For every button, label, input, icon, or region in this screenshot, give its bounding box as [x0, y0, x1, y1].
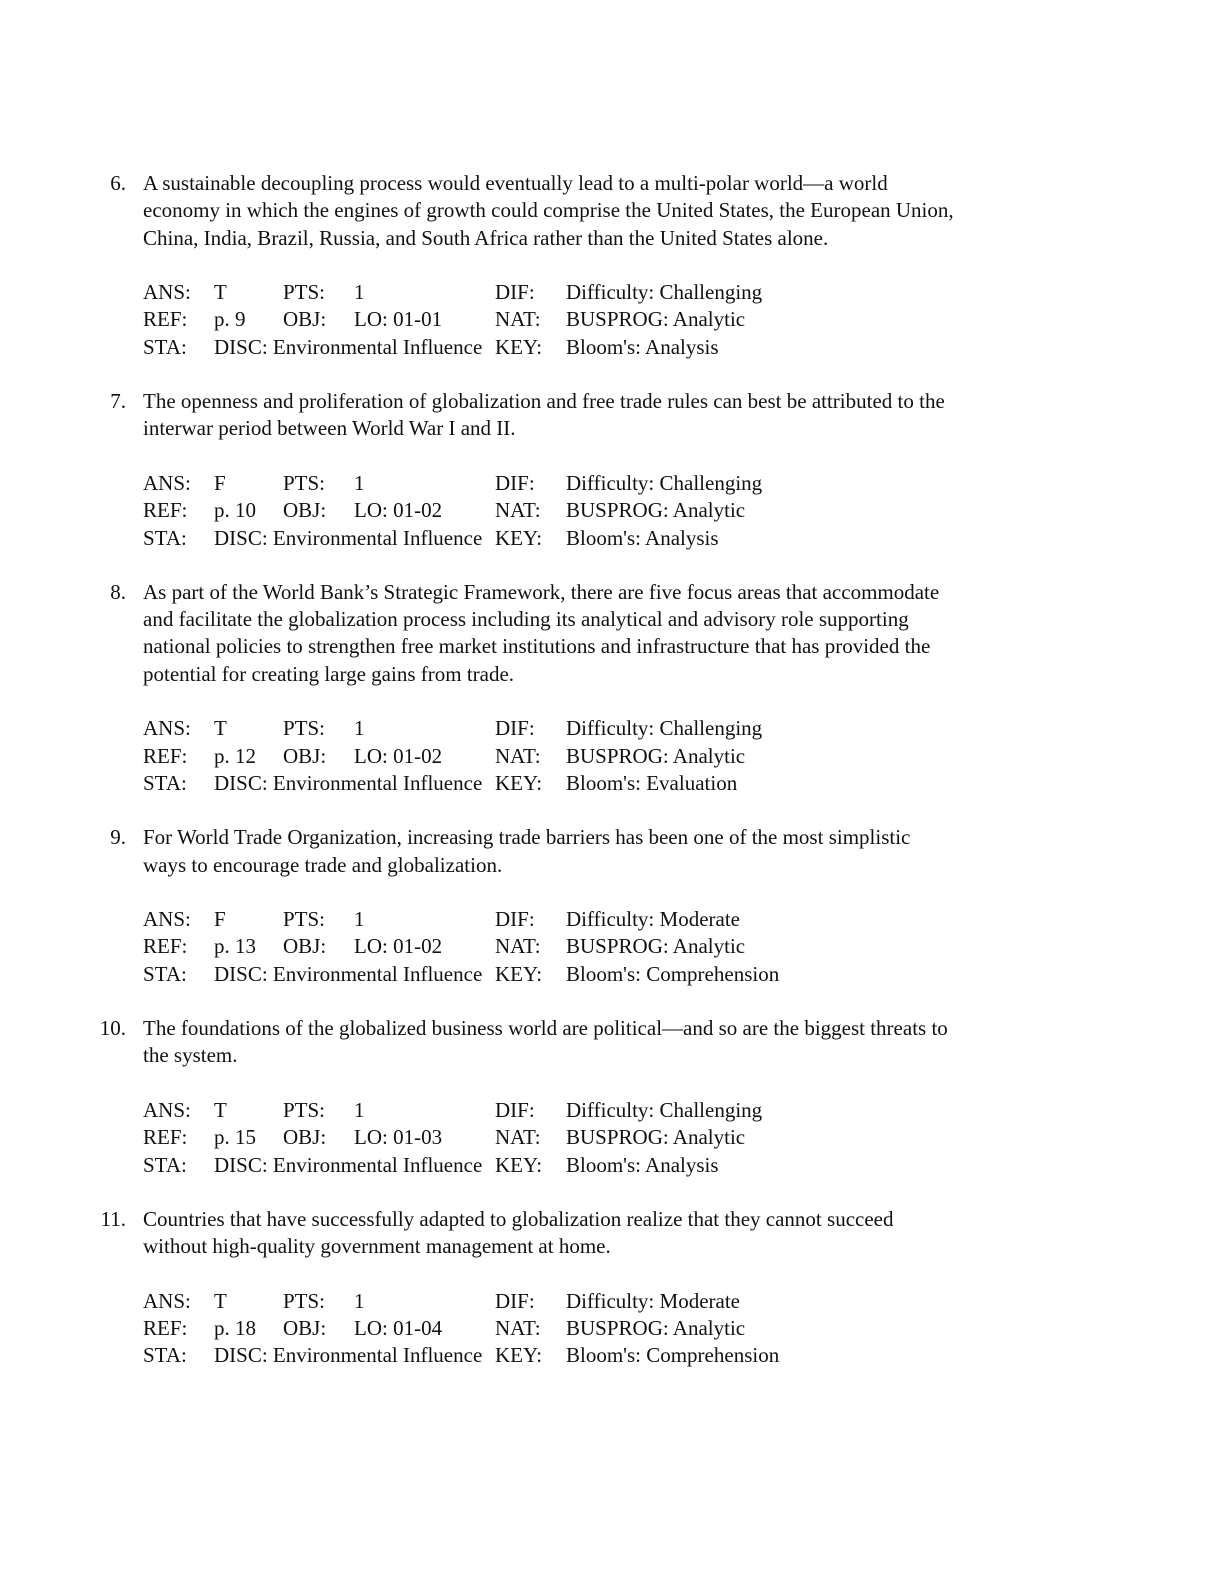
metadata-field-ans — [143, 470, 283, 497]
metadata-field-ans — [143, 715, 283, 742]
metadata-label: NAT: — [495, 1125, 541, 1150]
question-metadata — [143, 470, 1224, 552]
question-number: 7. — [110, 389, 126, 414]
metadata-label: KEY: — [495, 1152, 543, 1177]
metadata-value: DISC: Environmental Influence — [214, 525, 483, 550]
metadata-value: T — [214, 1097, 227, 1122]
metadata-value: T — [214, 1288, 227, 1313]
metadata-value: 1 — [354, 907, 365, 932]
metadata-value: BUSPROG: Analytic — [566, 498, 746, 523]
metadata-value: T — [214, 280, 227, 305]
metadata-label: NAT: — [495, 934, 541, 959]
metadata-label: STA: — [143, 1343, 187, 1368]
metadata-value: DISC: Environmental Influence — [214, 770, 483, 795]
metadata-field-sta — [143, 1152, 495, 1179]
metadata-label: OBJ: — [283, 743, 327, 768]
metadata-value: p. 10 — [214, 498, 256, 523]
metadata-value: LO: 01-03 — [354, 1125, 443, 1150]
question-text-line: China, India, Brazil, Russia, and South Africa rather than the United States alone. — [143, 225, 829, 250]
metadata-value: p. 13 — [214, 934, 256, 959]
question-text-line: the system. — [143, 1043, 238, 1068]
metadata-value: Bloom's: Analysis — [566, 334, 719, 359]
question-text-line: ways to encourage trade and globalization. — [143, 852, 503, 877]
question-text-line: The openness and proliferation of globalization and free trade rules can best be attributed to the — [143, 389, 945, 414]
question-text — [143, 388, 1224, 443]
metadata-row — [143, 1097, 1224, 1124]
metadata-label: REF: — [143, 307, 188, 332]
metadata-value: 1 — [354, 470, 365, 495]
metadata-label: ANS: — [143, 1288, 191, 1313]
metadata-label: KEY: — [495, 961, 543, 986]
metadata-label: PTS: — [283, 1097, 326, 1122]
metadata-label: PTS: — [283, 716, 326, 741]
question-text-line: The foundations of the globalized business world are political—and so are the biggest threats to — [143, 1016, 948, 1041]
metadata-value: F — [214, 470, 226, 495]
metadata-value: Bloom's: Analysis — [566, 525, 719, 550]
metadata-value: BUSPROG: Analytic — [566, 1315, 746, 1340]
metadata-value: 1 — [354, 280, 365, 305]
metadata-row — [143, 770, 1224, 797]
metadata-label: OBJ: — [283, 1125, 327, 1150]
question-list — [0, 170, 1224, 1397]
metadata-value: Difficulty: Challenging — [566, 716, 763, 741]
metadata-field-pts — [283, 279, 495, 306]
metadata-value: DISC: Environmental Influence — [214, 334, 483, 359]
metadata-field-ans — [143, 1097, 283, 1124]
question-number: 6. — [110, 171, 126, 195]
metadata-field-key — [495, 1152, 719, 1179]
metadata-label: DIF: — [495, 1288, 535, 1313]
question-text-line: and facilitate the globalization process including its analytical and advisory role supporting — [143, 607, 909, 632]
question-metadata — [143, 1097, 1224, 1179]
metadata-field-ref — [143, 743, 283, 770]
question-text-line: A sustainable decoupling process would eventually lead to a multi-polar world—a world — [143, 171, 888, 195]
metadata-value: Difficulty: Moderate — [566, 907, 740, 932]
metadata-value: 1 — [354, 1288, 365, 1313]
metadata-field-sta — [143, 334, 495, 361]
metadata-value: BUSPROG: Analytic — [566, 1125, 746, 1150]
metadata-value: Difficulty: Challenging — [566, 1097, 763, 1122]
metadata-label: PTS: — [283, 280, 326, 305]
question-text — [143, 1206, 1224, 1261]
metadata-field-nat — [495, 1315, 745, 1342]
question-text-line: For World Trade Organization, increasing trade barriers has been one of the most simplistic — [143, 825, 911, 850]
metadata-value: LO: 01-02 — [354, 743, 443, 768]
metadata-value: Difficulty: Challenging — [566, 280, 763, 305]
metadata-field-obj — [283, 743, 495, 770]
metadata-field-key — [495, 525, 719, 552]
metadata-label: REF: — [143, 743, 188, 768]
metadata-value: Difficulty: Challenging — [566, 470, 763, 495]
metadata-label: NAT: — [495, 307, 541, 332]
question-text-line: Countries that have successfully adapted to globalization realize that they cannot succeed — [143, 1206, 894, 1231]
metadata-value: LO: 01-02 — [354, 934, 443, 959]
metadata-label: DIF: — [495, 1097, 535, 1122]
metadata-field-sta — [143, 770, 495, 797]
metadata-field-obj — [283, 497, 495, 524]
metadata-field-dif — [495, 1288, 740, 1315]
metadata-label: OBJ: — [283, 1315, 327, 1340]
metadata-field-obj — [283, 1315, 495, 1342]
metadata-label: ANS: — [143, 716, 191, 741]
metadata-value: LO: 01-01 — [354, 307, 443, 332]
metadata-value: Bloom's: Evaluation — [566, 770, 738, 795]
question-text-line: national policies to strengthen free market institutions and infrastructure that has provided the — [143, 634, 931, 659]
metadata-label: PTS: — [283, 1288, 326, 1313]
question-text — [143, 579, 1224, 688]
question-item — [0, 388, 1224, 552]
metadata-field-obj — [283, 1124, 495, 1151]
metadata-value: p. 12 — [214, 743, 256, 768]
metadata-label: REF: — [143, 1125, 188, 1150]
metadata-label: STA: — [143, 525, 187, 550]
question-text-line: interwar period between World War I and II. — [143, 416, 516, 441]
question-item — [0, 824, 1224, 988]
metadata-field-ans — [143, 279, 283, 306]
metadata-label: KEY: — [495, 525, 543, 550]
metadata-field-nat — [495, 306, 745, 333]
question-metadata — [143, 1288, 1224, 1370]
metadata-label: NAT: — [495, 498, 541, 523]
metadata-field-key — [495, 770, 737, 797]
metadata-value: Difficulty: Moderate — [566, 1288, 740, 1313]
question-metadata — [143, 715, 1224, 797]
metadata-value: BUSPROG: Analytic — [566, 743, 746, 768]
question-item — [0, 579, 1224, 797]
metadata-row — [143, 1288, 1224, 1315]
metadata-label: ANS: — [143, 907, 191, 932]
metadata-field-sta — [143, 961, 495, 988]
metadata-label: REF: — [143, 498, 188, 523]
metadata-value: LO: 01-04 — [354, 1315, 443, 1340]
metadata-label: DIF: — [495, 470, 535, 495]
metadata-field-pts — [283, 906, 495, 933]
metadata-label: PTS: — [283, 907, 326, 932]
metadata-value: Bloom's: Comprehension — [566, 961, 780, 986]
metadata-field-obj — [283, 306, 495, 333]
metadata-label: STA: — [143, 961, 187, 986]
metadata-row — [143, 1124, 1224, 1151]
metadata-field-dif — [495, 906, 740, 933]
question-number: 11. — [100, 1206, 126, 1231]
metadata-value: F — [214, 907, 226, 932]
metadata-field-dif — [495, 279, 762, 306]
metadata-row — [143, 961, 1224, 988]
metadata-label: OBJ: — [283, 307, 327, 332]
question-text-line: potential for creating large gains from trade. — [143, 661, 515, 686]
metadata-label: REF: — [143, 1315, 188, 1340]
question-text — [143, 824, 1224, 879]
metadata-label: PTS: — [283, 470, 326, 495]
metadata-field-pts — [283, 1097, 495, 1124]
metadata-value: 1 — [354, 716, 365, 741]
metadata-label: DIF: — [495, 280, 535, 305]
question-text-line: economy in which the engines of growth could comprise the United States, the European Union, — [143, 198, 954, 223]
metadata-value: DISC: Environmental Influence — [214, 1343, 483, 1368]
metadata-field-pts — [283, 715, 495, 742]
question-number: 9. — [110, 825, 126, 850]
question-item — [0, 170, 1224, 361]
question-metadata — [143, 279, 1224, 361]
metadata-field-ref — [143, 1315, 283, 1342]
metadata-value: 1 — [354, 1097, 365, 1122]
metadata-label: STA: — [143, 334, 187, 359]
metadata-label: ANS: — [143, 1097, 191, 1122]
metadata-field-key — [495, 961, 779, 988]
metadata-field-ans — [143, 906, 283, 933]
metadata-label: ANS: — [143, 470, 191, 495]
metadata-label: STA: — [143, 1152, 187, 1177]
question-text-line: As part of the World Bank’s Strategic Framework, there are five focus areas that accommodate — [143, 579, 940, 604]
metadata-value: DISC: Environmental Influence — [214, 961, 483, 986]
metadata-field-ref — [143, 306, 283, 333]
metadata-field-ref — [143, 933, 283, 960]
metadata-field-sta — [143, 1342, 495, 1369]
metadata-field-ans — [143, 1288, 283, 1315]
metadata-row — [143, 470, 1224, 497]
metadata-value: p. 15 — [214, 1125, 256, 1150]
metadata-field-sta — [143, 525, 495, 552]
metadata-row — [143, 525, 1224, 552]
metadata-row — [143, 743, 1224, 770]
metadata-value: p. 18 — [214, 1315, 256, 1340]
question-metadata — [143, 906, 1224, 988]
metadata-row — [143, 906, 1224, 933]
metadata-label: ANS: — [143, 280, 191, 305]
metadata-field-key — [495, 1342, 779, 1369]
metadata-value: Bloom's: Analysis — [566, 1152, 719, 1177]
metadata-value: T — [214, 716, 227, 741]
question-item — [0, 1015, 1224, 1179]
metadata-value: Bloom's: Comprehension — [566, 1343, 780, 1368]
metadata-label: REF: — [143, 934, 188, 959]
metadata-field-nat — [495, 497, 745, 524]
metadata-field-obj — [283, 933, 495, 960]
metadata-field-dif — [495, 470, 762, 497]
metadata-row — [143, 306, 1224, 333]
metadata-field-pts — [283, 470, 495, 497]
metadata-label: NAT: — [495, 1315, 541, 1340]
metadata-field-ref — [143, 1124, 283, 1151]
metadata-label: KEY: — [495, 770, 543, 795]
metadata-label: OBJ: — [283, 934, 327, 959]
metadata-value: DISC: Environmental Influence — [214, 1152, 483, 1177]
metadata-row — [143, 715, 1224, 742]
metadata-field-key — [495, 334, 719, 361]
question-item — [0, 1206, 1224, 1370]
metadata-field-dif — [495, 1097, 762, 1124]
metadata-label: NAT: — [495, 743, 541, 768]
metadata-field-ref — [143, 497, 283, 524]
metadata-label: STA: — [143, 770, 187, 795]
question-text — [143, 170, 1224, 252]
metadata-label: KEY: — [495, 334, 543, 359]
metadata-label: DIF: — [495, 716, 535, 741]
metadata-row — [143, 1342, 1224, 1369]
metadata-field-nat — [495, 933, 745, 960]
metadata-label: KEY: — [495, 1343, 543, 1368]
metadata-field-pts — [283, 1288, 495, 1315]
metadata-row — [143, 1315, 1224, 1342]
metadata-field-dif — [495, 715, 762, 742]
metadata-row — [143, 334, 1224, 361]
question-number: 8. — [110, 579, 126, 604]
metadata-field-nat — [495, 743, 745, 770]
metadata-field-nat — [495, 1124, 745, 1151]
metadata-row — [143, 279, 1224, 306]
metadata-value: BUSPROG: Analytic — [566, 934, 746, 959]
metadata-value: LO: 01-02 — [354, 498, 443, 523]
metadata-row — [143, 497, 1224, 524]
metadata-row — [143, 933, 1224, 960]
metadata-label: DIF: — [495, 907, 535, 932]
question-text — [143, 1015, 1224, 1070]
metadata-label: OBJ: — [283, 498, 327, 523]
question-text-line: without high-quality government management at home. — [143, 1234, 611, 1259]
metadata-value: BUSPROG: Analytic — [566, 307, 746, 332]
metadata-row — [143, 1152, 1224, 1179]
question-number: 10. — [99, 1016, 126, 1041]
metadata-value: p. 9 — [214, 307, 246, 332]
